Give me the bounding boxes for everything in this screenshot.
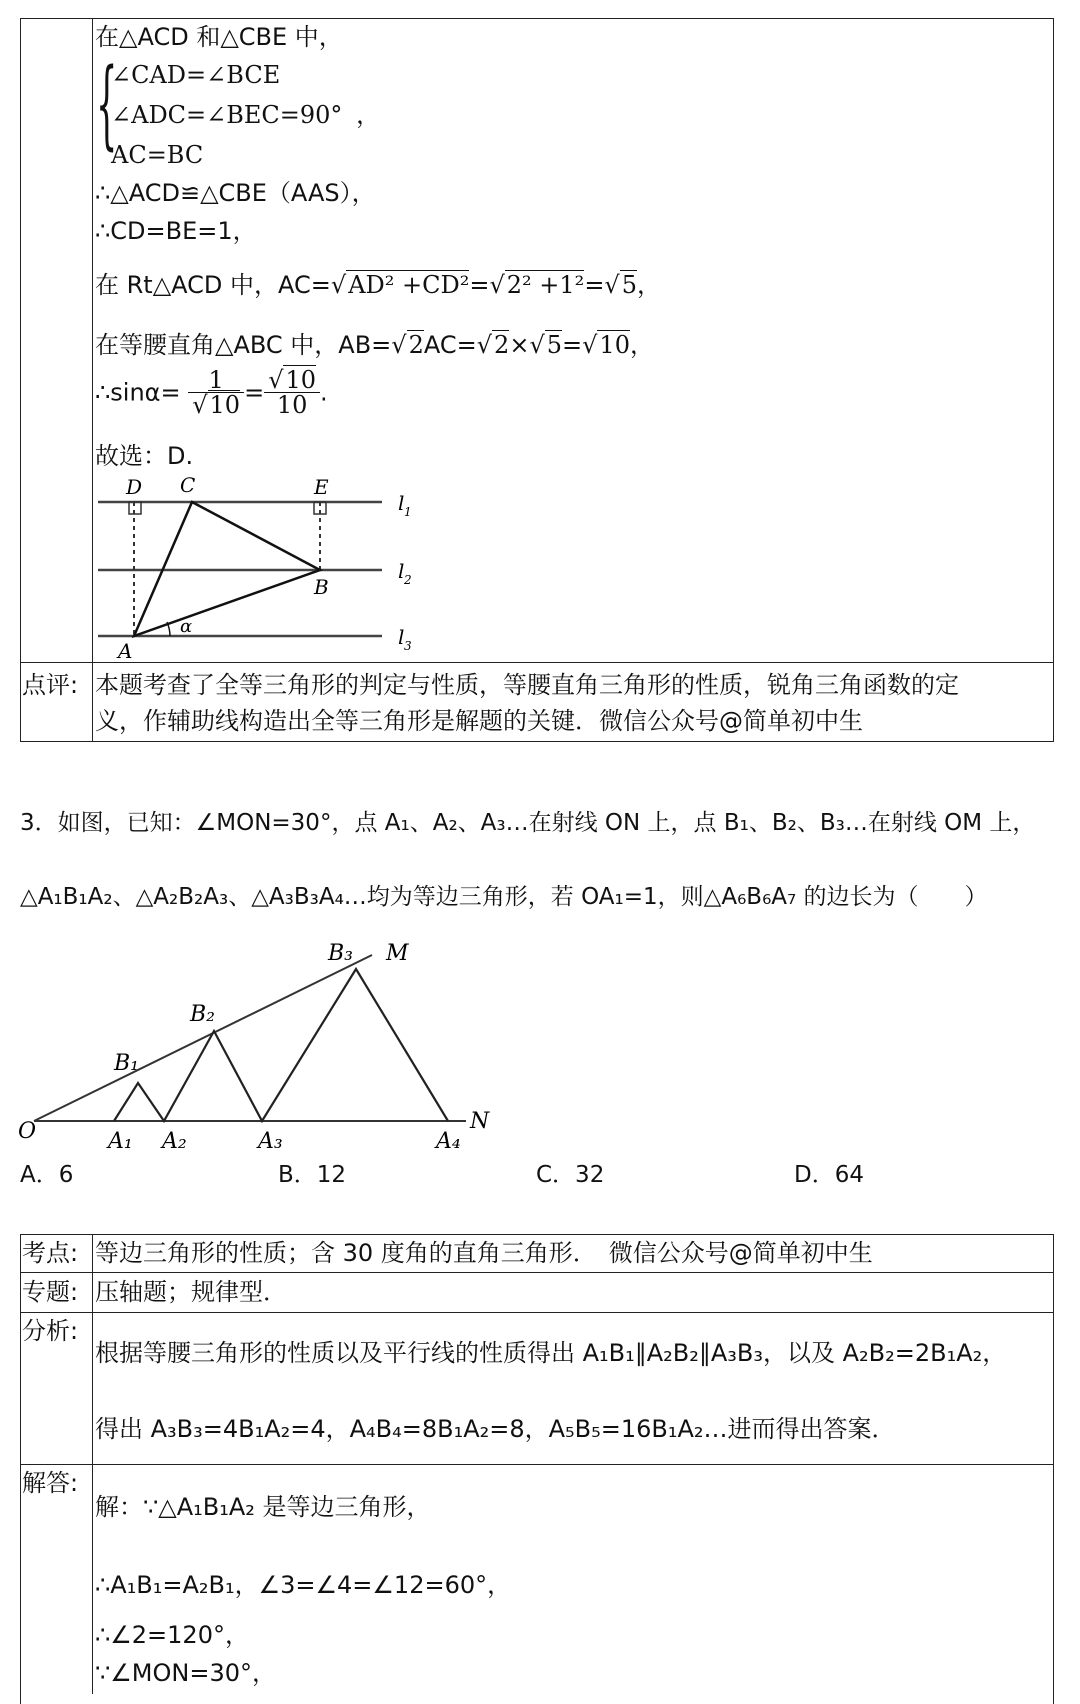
label-a: A: [118, 639, 133, 663]
label-d: D: [126, 475, 143, 499]
sin-eq: =: [244, 378, 265, 407]
question-3-line-1: 3．如图，已知：∠MON=30°，点 A₁、A₂、A₃…在射线 ON 上，点 B₁、B₂、B₃…在射线 OM 上，: [20, 810, 1036, 836]
left-brace: {: [96, 48, 118, 160]
fenxi-line-1: 根据等腰三角形的性质以及平行线的性质得出 A₁B₁∥A₂B₂∥A₃B₃，以及 A₂B₂=2B₁A₂，: [95, 1339, 1007, 1367]
table-1-row-divider: [20, 662, 1054, 663]
iso-end: ，: [629, 331, 654, 359]
iso-radicand-1: 2: [408, 331, 424, 359]
jieda-line-2: ∴A₁B₁=A₂B₁，∠3=∠4=∠12=60°，: [95, 1571, 512, 1599]
rt-radicand-3: 5: [621, 271, 637, 299]
label-b2: B₂: [190, 1002, 215, 1027]
rt-radicand-2: 2² +1²: [506, 271, 585, 299]
condition-2: [111, 102, 380, 130]
label-c: C: [180, 473, 196, 497]
kaodian-text: 等边三角形的性质；含 30 度角的直角三角形． 微信公众号@简单初中生: [95, 1239, 873, 1267]
label-l1-sub: 1: [404, 505, 412, 519]
sin-numerator-1: 1: [188, 368, 244, 393]
iso-mid: AC=: [423, 331, 477, 359]
sin-end: .: [320, 378, 328, 407]
label-a3: A₃: [258, 1129, 283, 1154]
option-d: D．64: [794, 1162, 864, 1188]
table-2-row-divider-3: [20, 1464, 1054, 1465]
question-3-line-2: △A₁B₁A₂、△A₂B₂A₃、△A₃B₃A₄…均为等边三角形，若 OA₁=1，则△A₆B₆A₇ 的边长为（ ）: [20, 884, 988, 910]
iso-eq: =: [562, 331, 583, 359]
label-m: M: [386, 941, 409, 966]
condition-3: AC=BC: [111, 141, 204, 169]
option-b: B．12: [278, 1162, 347, 1188]
comment-line-1: 本题考查了全等三角形的判定与性质，等腰直角三角形的性质，锐角三角函数的定: [95, 671, 959, 699]
rt-radicand-1: AD² +CD²: [348, 271, 470, 299]
rt-eq-1: =: [469, 271, 490, 299]
fenxi-line-2: 得出 A₃B₃=4B₁A₂=4，A₄B₄=8B₁A₂=8，A₅B₅=16B₁A₂…进而得出答案．: [95, 1415, 896, 1443]
option-c: C．32: [536, 1162, 605, 1188]
equilateral-triangles-figure: [14, 925, 490, 1165]
label-a2: A₂: [162, 1129, 187, 1154]
comment-label: 点评:: [22, 671, 79, 699]
iso-prefix: 在等腰直角△ABC 中，AB=: [95, 331, 392, 359]
label-l1: l: [398, 491, 405, 515]
iso-radicand-4: 10: [599, 331, 630, 359]
label-o: O: [18, 1119, 37, 1144]
rt-eq-2: =: [584, 271, 605, 299]
sin-denominator-1: 10: [209, 391, 241, 419]
label-b: B: [314, 575, 329, 599]
jieda-line-3: ∴∠2=120°，: [95, 1621, 249, 1649]
label-b3: B₃: [328, 941, 353, 966]
label-l3-sub: 3: [404, 639, 412, 653]
zhuanti-text: 压轴题；规律型．: [95, 1278, 287, 1306]
jieda-line-4: ∵∠MON=30°，: [95, 1659, 276, 1687]
condition-2-comma: ，: [356, 101, 381, 129]
parallel-lines-figure: [92, 470, 452, 663]
option-a: A．6: [20, 1162, 74, 1188]
in-triangles-line: 在△ACD 和△CBE 中，: [95, 23, 343, 51]
rt-prefix: 在 Rt△ACD 中，AC=: [95, 271, 331, 299]
label-alpha: α: [180, 616, 193, 637]
label-l3: l: [398, 625, 405, 649]
condition-1: ∠CAD=∠BCE: [111, 61, 281, 89]
rt-end: ，: [637, 271, 661, 299]
ray-om: [34, 955, 372, 1121]
congruent-line: ∴△ACD≌△CBE（AAS），: [95, 179, 376, 207]
iso-radicand-2: 2: [494, 331, 510, 359]
equilateral-triangles: [114, 969, 448, 1121]
sin-fraction-1: $\frac{1}{√10}$: [188, 368, 244, 417]
label-a1: A₁: [108, 1129, 133, 1154]
label-a4: A₄: [436, 1129, 461, 1154]
answer-line: 故选：D.: [95, 442, 194, 470]
sin-fraction-2: $\frac{√10}{10}$: [264, 368, 320, 417]
label-n: N: [470, 1109, 490, 1134]
label-l2-sub: 2: [404, 573, 412, 587]
sin-line: [95, 368, 328, 417]
iso-radicand-3: 5: [546, 331, 563, 359]
fenxi-label: 分析:: [22, 1317, 79, 1345]
kaodian-label: 考点:: [22, 1239, 79, 1267]
cd-be-line: ∴CD=BE=1，: [95, 217, 257, 245]
isosceles-line: 在等腰直角△ABC 中，AB=√2AC=√2×√5=√10，: [95, 331, 654, 359]
table-2-row-divider-2: [20, 1312, 1054, 1313]
sin-numerator-2: 10: [285, 366, 317, 394]
condition-2-text: ∠ADC=∠BEC=90°: [111, 101, 343, 129]
comment-line-2: 义，作辅助线构造出全等三角形是解题的关键．微信公众号@简单初中生: [95, 707, 863, 735]
table-2-row-divider-1: [20, 1272, 1054, 1273]
sin-denominator-2: 10: [276, 391, 308, 419]
jieda-line-1: 解：∵△A₁B₁A₂ 是等边三角形，: [95, 1493, 431, 1521]
rt-triangle-line: 在 Rt△ACD 中，AC=√AD² +CD²=√2² +1²=√5，: [95, 271, 661, 299]
label-b1: B₁: [114, 1051, 139, 1076]
label-l2: l: [398, 559, 405, 583]
label-e: E: [314, 475, 329, 499]
jieda-label: 解答:: [22, 1469, 79, 1497]
sin-prefix: ∴sinα=: [95, 378, 181, 407]
iso-times: ×: [509, 331, 530, 359]
zhuanti-label: 专题:: [22, 1278, 79, 1306]
